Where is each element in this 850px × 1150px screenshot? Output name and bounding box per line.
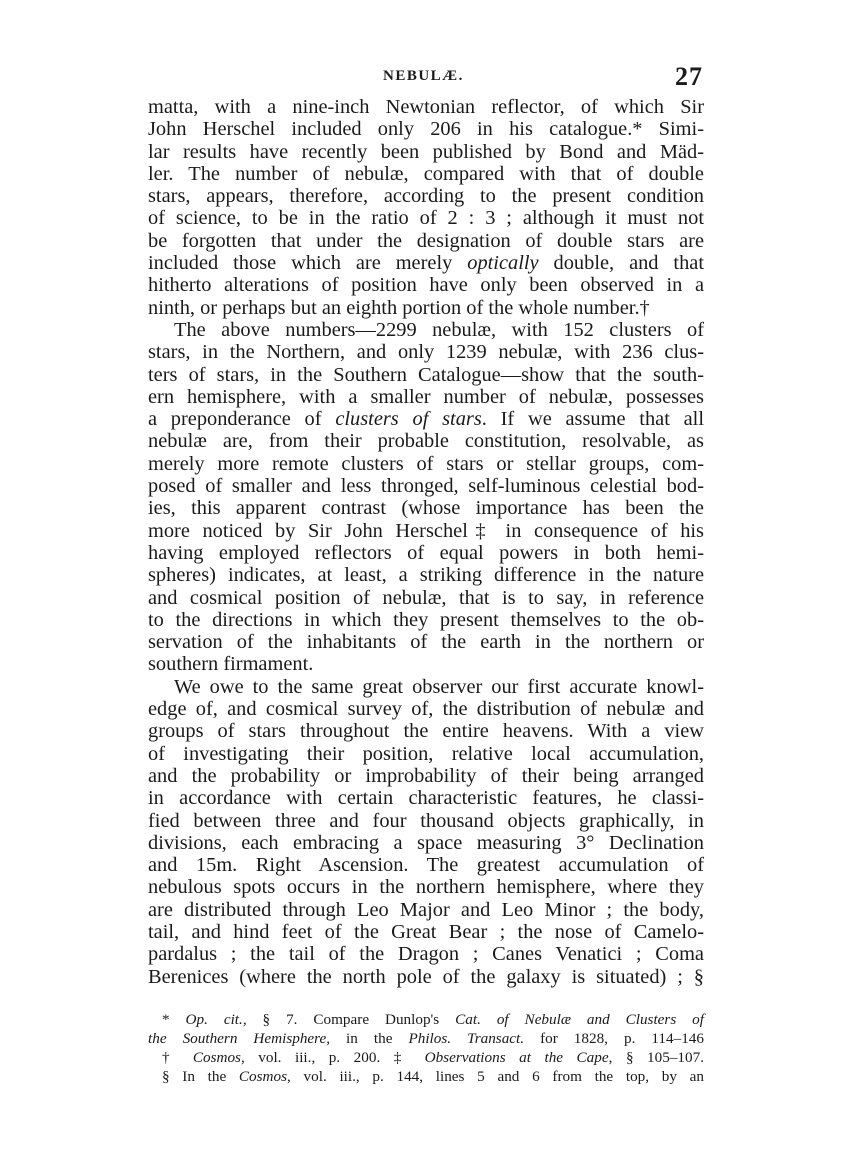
paragraph-start-line: The above numbers—2299 nebulæ, with 152 clusters of	[174, 318, 704, 341]
footnotes	[148, 1010, 704, 1086]
footnote-line: the Southern Hemisphere, in the Philos. Transact. for 1828, p. 114–146	[148, 1030, 704, 1047]
text-line: lar results have recently been published by Bond and Mäd-	[148, 140, 704, 163]
text-line: of science, to be in the ratio of 2 : 3 ; although it must not	[148, 207, 704, 230]
text-line: hitherto alterations of position have only been observed in a	[148, 274, 704, 297]
page-header	[0, 62, 850, 96]
text-line: John Herschel included only 206 in his catalogue.* Simi-	[148, 118, 704, 141]
text-line: ters of stars, in the Southern Catalogue—show that the south-	[148, 363, 704, 386]
text-line: ern hemisphere, with a smaller number of nebulæ, possesses	[148, 385, 704, 408]
text-line: in accordance with certain characteristic features, he classi-	[148, 787, 704, 810]
text-line: are distributed through Leo Major and Leo Minor ; the body,	[148, 898, 704, 921]
text-line: stars, in the Northern, and only 1239 nebulæ, with 236 clus-	[148, 341, 704, 364]
text-line: and 15m. Right Ascension. The greatest accumulation of	[148, 854, 704, 877]
text-line: be forgotten that under the designation of double stars are	[148, 229, 704, 252]
text-line: southern firmament.	[148, 653, 314, 676]
text-line: divisions, each embracing a space measuring 3° Declination	[148, 831, 704, 854]
text-line: ninth, or perhaps but an eighth portion of the whole number.†	[148, 296, 650, 319]
text-line: and cosmical position of nebulæ, that is to say, in reference	[148, 586, 704, 609]
text-line: edge of, and cosmical survey of, the distribution of nebulæ and	[148, 698, 704, 721]
text-line: nebulæ are, from their probable constitution, resolvable, as	[148, 430, 704, 453]
running-title: NEBULÆ.	[383, 68, 464, 84]
text-line: ler. The number of nebulæ, compared with that of double	[148, 162, 704, 185]
text-line: groups of stars throughout the entire heavens. With a view	[148, 720, 704, 743]
text-line: a preponderance of clusters of stars. If we assume that all	[148, 408, 704, 431]
page-number: 27	[675, 62, 703, 91]
text-line: pardalus ; the tail of the Dragon ; Canes Venatici ; Coma	[148, 943, 704, 966]
text-line: Berenices (where the north pole of the galaxy is situated) ; §	[148, 965, 704, 988]
text-line: included those which are merely optically double, and that	[148, 252, 705, 275]
text-line: of investigating their position, relative local accumulation,	[148, 742, 704, 765]
footnote-line: § In the Cosmos, vol. iii., p. 144, lines 5 and 6 from the top, by an	[162, 1068, 704, 1085]
text-line: having employed reflectors of equal powers in both hemi-	[148, 541, 704, 564]
text-line: ies, this apparent contrast (whose importance has been the	[148, 497, 704, 520]
text-line: posed of smaller and less thronged, self-luminous celestial bod-	[148, 475, 704, 498]
text-line: servation of the inhabitants of the earth in the northern or	[148, 631, 704, 654]
text-line: tail, and hind feet of the Great Bear ; the nose of Camelo-	[148, 920, 704, 943]
text-line: and the probability or improbability of their being arranged	[148, 764, 704, 787]
footnote-line: † Cosmos, vol. iii., p. 200. ‡ Observations at the Cape, § 105–107.	[162, 1049, 705, 1066]
footnote-line: * Op. cit., § 7. Compare Dunlop's Cat. of Nebulæ and Clusters of	[162, 1011, 704, 1028]
text-line: more noticed by Sir John Herschel‡ in consequence of his	[148, 519, 704, 542]
text-line: matta, with a nine-inch Newtonian reflector, of which Sir	[148, 96, 704, 118]
text-line: spheres) indicates, at least, a striking difference in the nature	[148, 564, 704, 587]
text-line: fied between three and four thousand objects graphically, in	[148, 809, 704, 832]
text-line: stars, appears, therefore, according to the present condition	[148, 185, 704, 208]
body-text	[148, 96, 704, 988]
text-line: to the directions in which they present themselves to the ob-	[148, 608, 704, 631]
text-line: merely more remote clusters of stars or stellar groups, com-	[148, 452, 704, 475]
paragraph-start-line: We owe to the same great observer our first accurate knowl-	[174, 675, 704, 698]
text-line: nebulous spots occurs in the northern hemisphere, where they	[148, 876, 704, 899]
